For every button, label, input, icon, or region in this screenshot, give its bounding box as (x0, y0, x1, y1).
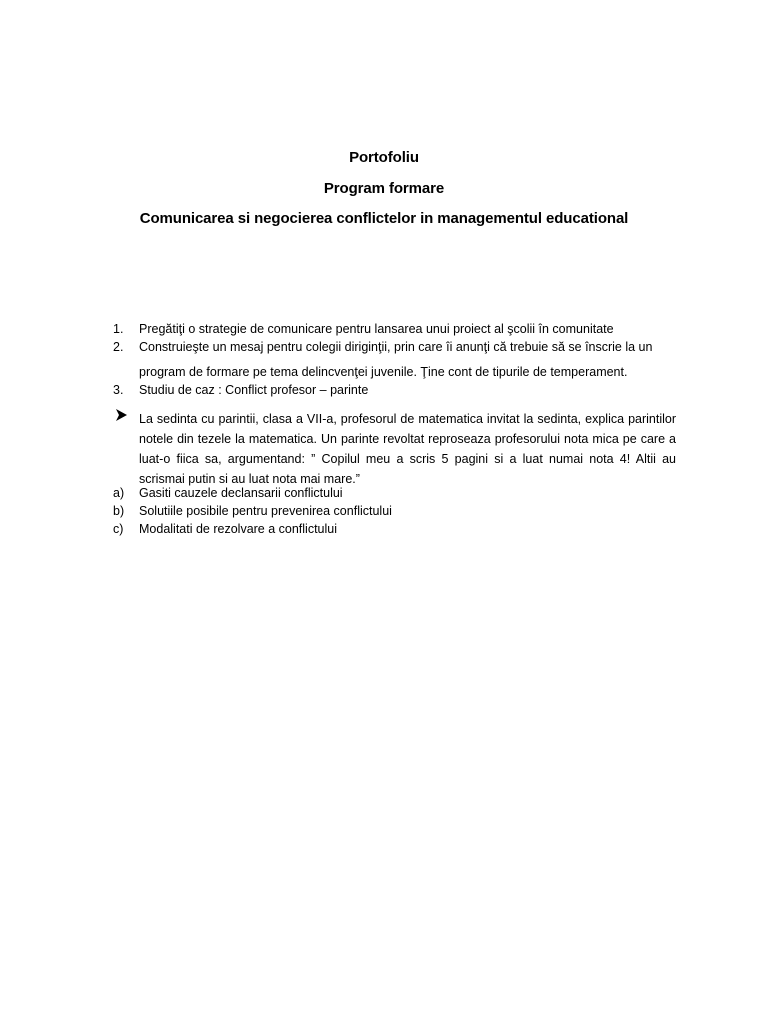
task-number: 2. (113, 340, 124, 354)
question-text: Gasiti cauzele declansarii conflictului (139, 486, 343, 500)
case-study-line: luat-o fiica sa, argumentand: ” Copilul meu a scris 5 pagini si a luat numai nota 4! Altii au (139, 452, 676, 466)
arrow-bullet-icon (114, 408, 130, 422)
case-study-line: notele din tezele la matematica. Un parinte revoltat reproseaza profesorului nota mica pe care a (139, 432, 676, 446)
case-study-paragraph (139, 409, 676, 489)
document-subtitle: Program formare (323, 180, 445, 197)
question-marker: c) (113, 522, 124, 536)
question-marker: a) (113, 486, 125, 500)
question-marker: b) (113, 504, 125, 518)
question-text: Modalitati de rezolvare a conflictului (139, 522, 338, 536)
course-title: Comunicarea si negocierea conflictelor in managementul educational (139, 210, 629, 227)
question-text: Solutiile posibile pentru prevenirea conflictului (139, 504, 392, 518)
task-text-continued: program de formare pe tema delincvenţei juvenile. Ţine cont de tipurile de temperament. (139, 365, 628, 379)
task-text: Construieşte un mesaj pentru colegii diriginţii, prin care îi anunţi că trebuie să se înscrie la un (139, 340, 653, 354)
task-text: Studiu de caz : Conflict profesor – parinte (139, 383, 369, 397)
task-text: Pregătiţi o strategie de comunicare pentru lansarea unui proiect al şcolii în comunitate (139, 322, 614, 336)
document-title: Portofoliu (349, 149, 419, 166)
case-study-line: scrismai putin si au luat nota mai mare.” (139, 472, 360, 486)
case-study-line: La sedinta cu parintii, clasa a VII-a, profesorul de matematica invitat la sedinta, explica parintilor (139, 412, 676, 426)
task-number: 1. (113, 322, 124, 336)
task-number: 3. (113, 383, 124, 397)
